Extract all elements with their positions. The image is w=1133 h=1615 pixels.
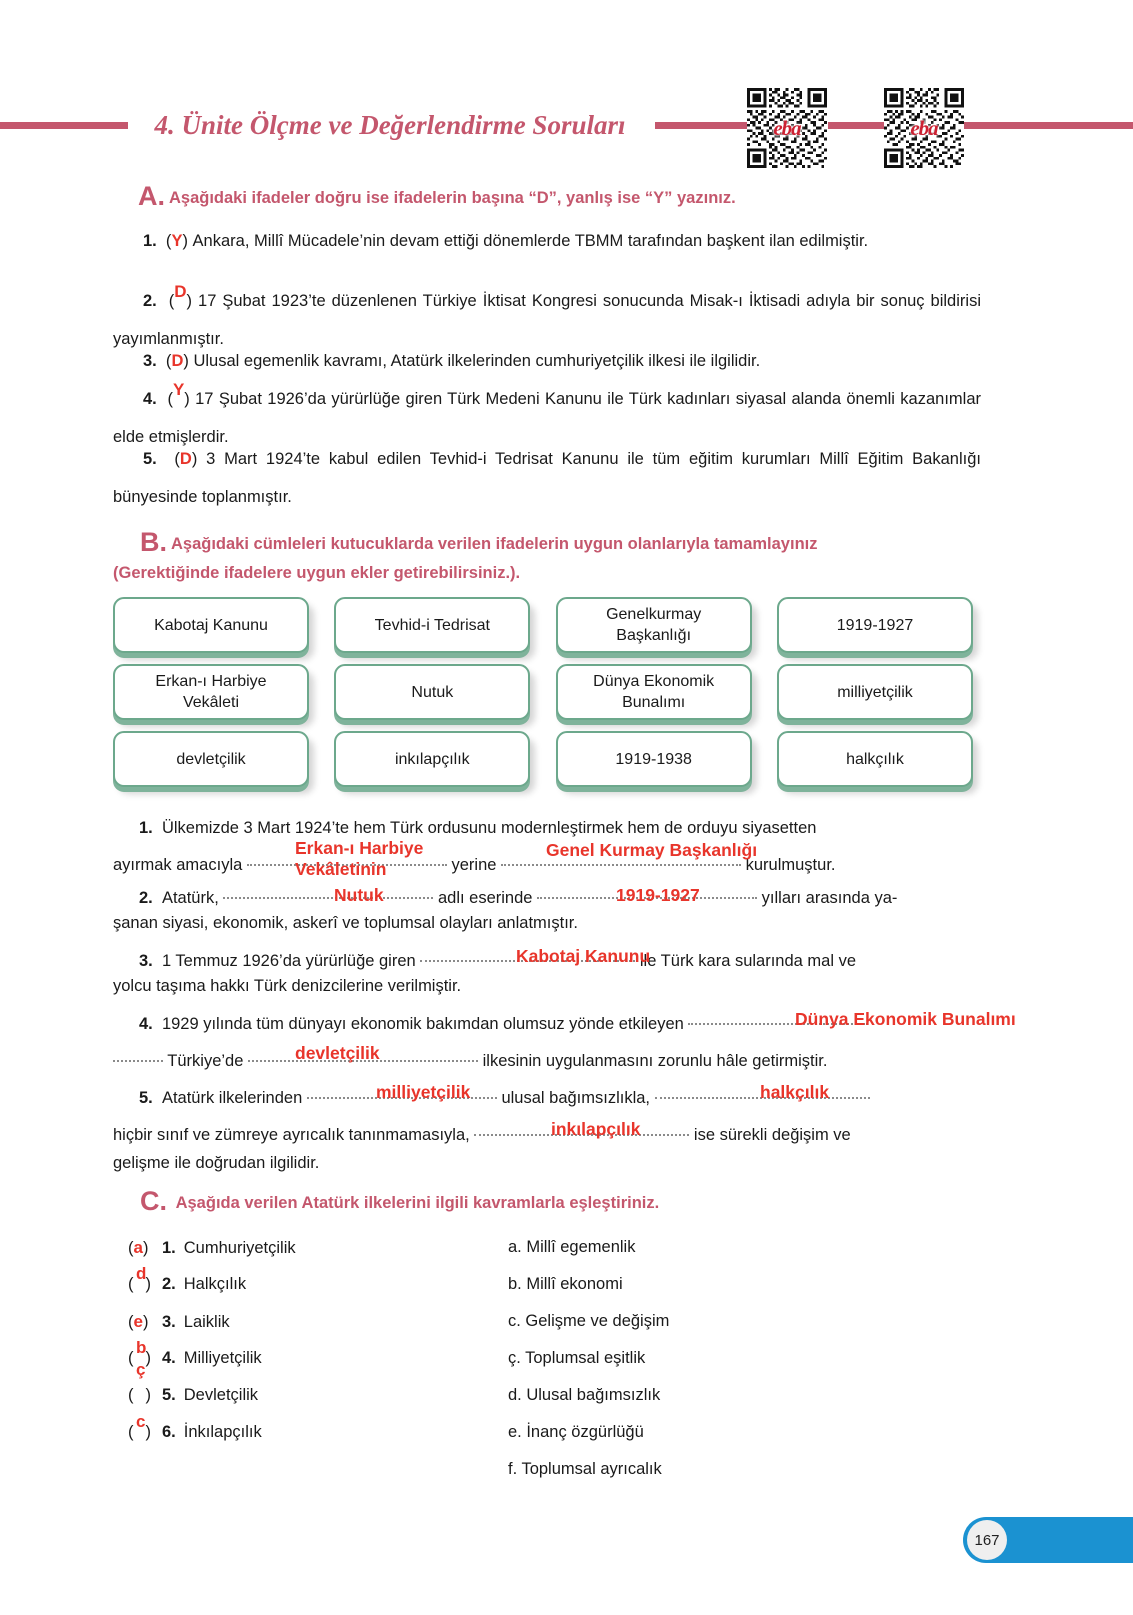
section-a-letter: A. [138, 181, 165, 211]
item-number: 2. [143, 292, 157, 310]
section-a-item-4: 4. (Y) 17 Şubat 1926’da yürürlüğe giren Türk Medeni Kanunu ile Türk kadınları siyasal alanda önemli kazanımlar elde etmişlerdir. [113, 380, 981, 446]
word-box-label: Kabotaj Kanunu [154, 616, 268, 634]
header-rule-left [0, 122, 128, 129]
section-b-letter: B. [140, 527, 167, 557]
matching-number: 6. [162, 1423, 176, 1441]
item-text-part2: ayırmak amacıyla [113, 856, 243, 874]
section-b-item-5 [113, 1080, 993, 1117]
item-text: 17 Şubat 1926’da yürürlüğe giren Türk Medeni Kanunu ile Türk kadınları siyasal alanda önemli kazanımlar elde etmişlerdir. [113, 390, 981, 446]
matching-left-item [128, 1360, 259, 1405]
section-b-item-3-line2 [113, 968, 993, 1005]
item-text: 17 Şubat 1923’te düzenlenen Türkiye İktisat Kongresi sonucunda Misak-ı İktisadi adıyla bir sonuç bildirisi yayımlanmıştır. [113, 292, 981, 348]
item-number: 5. [143, 450, 157, 468]
page-number: 167 [967, 1520, 1007, 1560]
item-number: 5. [139, 1089, 153, 1107]
section-b-heading [140, 527, 980, 560]
item-text-part4: şanan siyasi, ekonomik, askerî ve toplumsal olayları anlatmıştır. [113, 914, 578, 932]
matching-left-item [128, 1238, 296, 1258]
section-c-heading [140, 1188, 960, 1216]
item-text-part1: Ülkemizde 3 Mart 1924’te hem Türk ordusunu modernleştirmek hem de orduyu siyasetten [161, 819, 817, 837]
item-text: 3 Mart 1924’te kabul edilen Tevhid-i Tedrisat Kanunu ile tüm eğitim kurumları Millî Eğitim Bakanlığı bünyesinde toplanmıştır. [113, 450, 981, 506]
matching-number: 3. [162, 1313, 176, 1331]
section-b-item-5-line3 [113, 1145, 993, 1182]
word-box-label: Erkan-ı Harbiye [155, 673, 267, 690]
word-bank [113, 597, 973, 798]
section-b-heading-line2: (Gerektiğinde ifadelere uygun ekler getirebilirsiniz.). [113, 564, 521, 582]
matching-number: 2. [162, 1275, 176, 1293]
matching-answer: a [133, 1238, 143, 1257]
matching-row [128, 1412, 988, 1460]
word-box-label: Dünya Ekonomik [593, 673, 715, 690]
word-box[interactable] [113, 597, 309, 653]
eba-logo-2: eba [910, 116, 938, 140]
section-a-heading-text: Aşağıdaki ifadeler doğru ise ifadelerin başına “D”, yanlış ise “Y” yazınız. [169, 189, 736, 207]
item-text-part3: yerine [451, 856, 497, 874]
item-text-part4: ise sürekli değişim ve [693, 1126, 851, 1144]
section-c-letter: C. [140, 1186, 167, 1216]
item-text-part2: Türkiye’de [167, 1052, 244, 1070]
word-box[interactable] [334, 597, 530, 653]
matching-number: 1. [162, 1239, 176, 1257]
word-box-label: Nutuk [411, 683, 454, 701]
answer-parentheses[interactable]: (a) [128, 1238, 149, 1257]
item-text-part1: Atatürk, [161, 889, 219, 907]
blank-line-1-cont[interactable] [113, 1048, 163, 1062]
matching-right-item: c. Gelişme ve değişim [508, 1312, 670, 1330]
matching-row [128, 1460, 988, 1497]
word-box[interactable] [777, 664, 973, 720]
item-text-part4: kurulmuştur. [745, 856, 836, 874]
word-box-label: Genelkurmay [606, 606, 702, 623]
word-box[interactable] [556, 664, 752, 720]
handwritten-answer-b2b: 1919-1927 [616, 885, 700, 905]
matching-label: Devletçilik [183, 1386, 259, 1404]
item-answer[interactable]: Y [172, 380, 185, 399]
header-rule-between-qr [828, 122, 886, 129]
header-rule-middle [655, 122, 747, 129]
word-box-label-2: Başkanlığı [616, 627, 692, 644]
handwritten-answer-b5a: milliyetçilik [376, 1082, 471, 1102]
section-b-item-2-line2 [113, 905, 993, 942]
page-title: 4. Ünite Ölçme ve Değerlendirme Soruları [154, 110, 626, 140]
item-number: 4. [139, 1015, 153, 1033]
page-number-badge [963, 1517, 1133, 1563]
handwritten-answer-b4b: devletçilik [295, 1043, 380, 1063]
section-a-heading [138, 183, 958, 211]
matching-left-item [128, 1338, 262, 1368]
item-answer[interactable]: D [171, 352, 184, 370]
item-text-part3: hiçbir sınıf ve zümreye ayrıcalık tanınmamasıyla, [113, 1126, 470, 1144]
matching-label: İnkılapçılık [183, 1423, 262, 1441]
item-text-part1: Atatürk ilkelerinden [161, 1089, 303, 1107]
item-text-part2: adlı eserinde [437, 889, 533, 907]
section-a-item-2: 2. (D) 17 Şubat 1923’te düzenlenen Türkiye İktisat Kongresi sonucunda Misak-ı İktisadi adıyla bir sonuç bildirisi yayımlanmıştır. [113, 282, 981, 348]
word-box[interactable] [113, 731, 309, 787]
qr-code-2[interactable] [884, 88, 964, 168]
word-box-label: 1919-1927 [836, 616, 914, 634]
handwritten-answer-b3: Kabotaj Kanunu [516, 946, 651, 966]
item-number: 1. [139, 819, 153, 837]
qr-code-1[interactable] [747, 88, 827, 168]
matching-row [128, 1338, 988, 1386]
answer-parentheses[interactable]: ( c ) [128, 1412, 151, 1441]
matching-answer: c [136, 1412, 146, 1431]
matching-row [128, 1360, 988, 1423]
item-number: 1. [143, 232, 157, 250]
section-b-heading-sub [113, 558, 993, 589]
matching-left-item [128, 1312, 230, 1332]
word-box[interactable] [334, 731, 530, 787]
blank-line-1[interactable] [223, 885, 433, 899]
word-box-label: devletçilik [176, 750, 246, 768]
section-a-item-3: 3. (D) Ulusal egemenlik kavramı, Atatürk ilkelerinden cumhuriyetçilik ilkesi ile ilgilidir. [143, 352, 761, 370]
section-a-item-5: 5. (D) 3 Mart 1924’te kabul edilen Tevhid-i Tedrisat Kanunu ile tüm eğitim kurumları Millî Eğitim Bakanlığı bünyesinde toplanmıştır. [113, 450, 981, 506]
word-box[interactable] [334, 664, 530, 720]
word-box[interactable] [777, 597, 973, 653]
answer-parentheses[interactable]: ( d ) [128, 1264, 151, 1293]
matching-list [128, 1238, 988, 1497]
matching-right-item: ç. Toplumsal eşitlik [508, 1349, 646, 1367]
matching-answer: b [136, 1338, 147, 1357]
section-c-heading-text: Aşağıda verilen Atatürk ilkelerini ilgili kavramlarla eşleştiriniz. [175, 1194, 660, 1212]
handwritten-answer-b1a [295, 838, 423, 880]
word-box-label: inkılapçılık [394, 750, 470, 768]
section-b-heading-line1: Aşağıdaki cümleleri kutucuklarda verilen ifadelerin uygun olanlarıyla tamamlayınız [171, 535, 818, 553]
matching-number: 4. [162, 1349, 176, 1367]
word-bank-row [113, 731, 973, 787]
word-box[interactable] [777, 731, 973, 787]
item-answer[interactable]: D [174, 282, 187, 301]
handwritten-answer-b5b: halkçılık [760, 1082, 830, 1102]
matching-label: Cumhuriyetçilik [183, 1239, 296, 1257]
item-answer[interactable]: Y [171, 232, 183, 250]
section-a-item-1: 1. (Y) Ankara, Millî Mücadele’nin devam ettiği dönemlerde TBMM tarafından başkent ilan edilmiştir. [143, 232, 869, 250]
word-box-label: Tevhid-i Tedrisat [374, 616, 490, 634]
matching-right-item: b. Millî ekonomi [508, 1275, 623, 1293]
item-text-part2: ulusal bağımsızlıkla, [501, 1089, 651, 1107]
answer-text-line1: Erkan-ı Harbiye [295, 838, 424, 858]
matching-number: 5. [162, 1386, 176, 1404]
word-box-label-2: Bunalımı [622, 694, 686, 711]
item-number: 4. [143, 390, 157, 408]
word-box[interactable] [556, 597, 752, 653]
section-b-item-4-line2 [113, 1043, 993, 1080]
eba-logo-1: eba [773, 116, 801, 140]
word-box-label: halkçılık [846, 750, 904, 768]
matching-right-item: a. Millî egemenlik [508, 1238, 636, 1256]
answer-text-line2: Vekâletinin [295, 859, 387, 879]
word-box[interactable] [556, 731, 752, 787]
matching-left-item [128, 1412, 262, 1442]
matching-answer: ç [136, 1360, 146, 1379]
matching-label: Laiklik [183, 1313, 230, 1331]
word-box-label-2: Vekâleti [182, 694, 240, 711]
word-box-label: milliyetçilik [837, 683, 913, 701]
matching-row [128, 1238, 988, 1275]
item-text: Ankara, Millî Mücadele’nin devam ettiği dönemlerde TBMM tarafından başkent ilan edilmiştir. [192, 232, 869, 250]
answer-parentheses[interactable]: (e) [128, 1312, 149, 1331]
item-number: 3. [139, 952, 153, 970]
header-rule-right [955, 122, 1133, 129]
item-text-part1: 1929 yılında tüm dünyayı ekonomik bakımdan olumsuz yönde etkileyen [161, 1015, 684, 1033]
handwritten-answer-b5c: inkılapçılık [551, 1119, 641, 1139]
item-text: Ulusal egemenlik kavramı, Atatürk ilkelerinden cumhuriyetçilik ilkesi ile ilgilidir. [193, 352, 761, 370]
word-box[interactable] [113, 664, 309, 720]
item-text-part2: ile Türk kara sularında mal ve [639, 952, 857, 970]
matching-answer: e [133, 1312, 143, 1331]
matching-right-item: e. İnanç özgürlüğü [508, 1423, 644, 1441]
item-answer[interactable]: D [179, 450, 192, 468]
matching-row [128, 1312, 988, 1349]
item-text-part1: 1 Temmuz 1926’da yürürlüğe giren [161, 952, 416, 970]
item-text-part3: ilkesinin uygulanmasını zorunlu hâle getirmiştir. [482, 1052, 828, 1070]
matching-answer: d [136, 1264, 147, 1283]
word-box-label: 1919-1938 [615, 750, 692, 768]
word-bank-row [113, 597, 973, 653]
matching-label: Milliyetçilik [183, 1349, 262, 1367]
item-text-part5: gelişme ile doğrudan ilgilidir. [113, 1154, 320, 1172]
matching-left-item [128, 1264, 247, 1294]
item-number: 2. [139, 889, 153, 907]
item-text-part3: yılları arasında ya- [761, 889, 898, 907]
handwritten-answer-b1b: Genel Kurmay Başkanlığı [546, 840, 758, 860]
matching-row [128, 1264, 988, 1312]
handwritten-answer-b4a: Dünya Ekonomik Bunalımı [795, 1009, 1016, 1029]
word-bank-row [113, 664, 973, 720]
matching-label: Halkçılık [183, 1275, 247, 1293]
item-text-part3: yolcu taşıma hakkı Türk denizcilerine verilmiştir. [113, 977, 462, 995]
item-number: 3. [143, 352, 157, 370]
matching-right-item: d. Ulusal bağımsızlık [508, 1386, 661, 1404]
matching-right-item: f. Toplumsal ayrıcalık [508, 1460, 662, 1478]
answer-parentheses[interactable]: ( b ) [128, 1338, 151, 1367]
handwritten-answer-b2a: Nutuk [334, 885, 384, 905]
answer-parentheses[interactable]: ( ç ) [128, 1360, 151, 1404]
